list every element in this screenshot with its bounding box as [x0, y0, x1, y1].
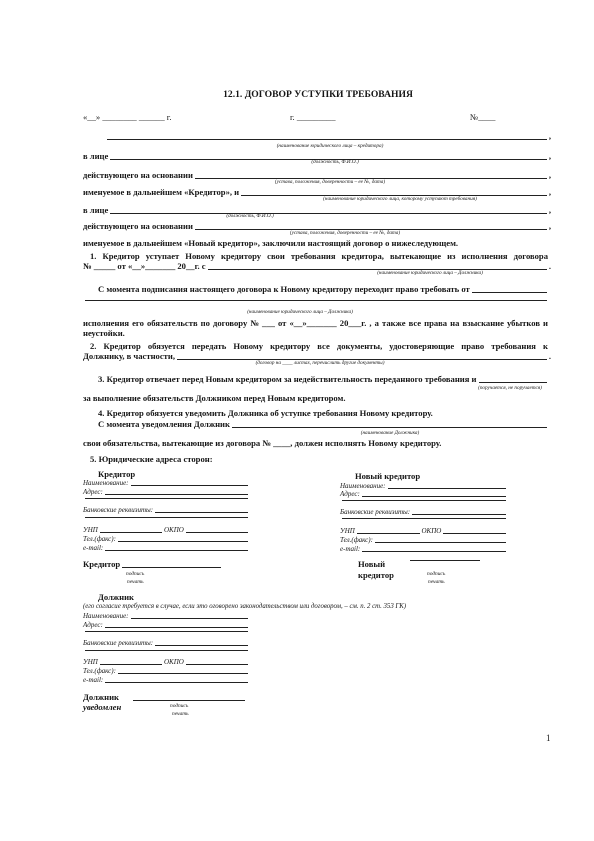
address-label: Адрес:	[340, 490, 360, 498]
line-end-comma: ,	[548, 205, 551, 215]
liability-caption: (поручается, не поручается)	[478, 385, 542, 391]
new-creditor-representative-line	[83, 205, 551, 215]
clause-1-obligations-line	[83, 318, 548, 328]
blank-line	[85, 650, 248, 651]
creditor-block-title: Кредитор	[98, 469, 136, 479]
clause-1-line-1	[90, 251, 548, 261]
new-creditor-signature-label-2: кредитор	[358, 570, 394, 580]
blank-line	[362, 496, 506, 497]
debtor-notified-label: уведомлен	[83, 702, 122, 712]
creditor-signature-label: Кредитор	[83, 559, 121, 569]
line-end-comma: ,	[548, 151, 551, 161]
debtor-address-extra-line	[83, 630, 250, 631]
represented-by-label: в лице	[83, 151, 109, 161]
blank-line	[388, 488, 506, 489]
email-label: e-mail:	[340, 545, 361, 553]
notification-text: С момента уведомления Должник	[98, 419, 230, 429]
new-creditor-address-extra-line	[340, 499, 508, 500]
new-creditor-phone-field	[340, 536, 508, 545]
creditor-name-caption: (наименование юридического лица – кредитора)	[276, 143, 384, 149]
blank-line	[232, 427, 547, 428]
blank-line	[85, 631, 248, 632]
phone-label: Тел.(факс):	[83, 535, 116, 543]
clause-1-debtor-line	[83, 299, 549, 300]
new-creditor-bank-field	[340, 508, 508, 517]
bank-details-label: Банковские реквизиты:	[340, 508, 411, 516]
creditor-unp-okpo-field	[83, 526, 250, 535]
clause-3-line-1	[98, 374, 549, 384]
blank-line	[100, 532, 162, 533]
line-end-period: .	[548, 261, 551, 271]
debtor-name-field	[83, 612, 250, 621]
debtor-consent-note: (его согласие требуется в случае, если это оговорено законодательством или договором, – см. п. 2 ст. 353 ГК)	[83, 603, 407, 610]
blank-line	[375, 542, 506, 543]
signature-caption: подпись	[427, 571, 446, 577]
okpo-label: ОКПО	[421, 527, 442, 535]
new-creditor-signature-label-1: Новый	[358, 559, 386, 569]
document-title: 12.1. ДОГОВОР УСТУПКИ ТРЕБОВАНИЯ	[223, 89, 413, 100]
blank-line	[443, 533, 506, 534]
new-creditor-address-field	[340, 490, 508, 499]
blank-line	[105, 494, 248, 495]
stamp-caption: печать	[172, 711, 189, 717]
blank-line	[155, 512, 248, 513]
new-creditor-block-title: Новый кредитор	[355, 471, 421, 481]
blank-line	[412, 514, 506, 515]
signature-caption: подпись	[126, 571, 145, 577]
email-label: e-mail:	[83, 544, 104, 552]
stamp-caption: печать	[428, 579, 445, 585]
clause-2-text: 2. Кредитор обязуется передать Новому кредитору все документы, удостоверяющие право требования к	[90, 341, 548, 351]
creditor-signature-line	[83, 559, 223, 569]
basis-caption: (устава, положения, доверенности – ее №, дата)	[289, 230, 401, 236]
email-label: e-mail:	[83, 676, 104, 684]
creditor-address-extra-line	[83, 497, 250, 498]
blank-line	[85, 300, 547, 301]
signature-blank-line	[410, 560, 480, 561]
signature-caption: подпись	[170, 703, 189, 709]
blank-line	[105, 682, 248, 683]
signature-blank-line	[122, 567, 221, 568]
okpo-label: ОКПО	[164, 658, 184, 666]
blank-line	[186, 664, 248, 665]
clause-3-line-2: за выполнение обязательств Должником перед Новым кредитором.	[83, 393, 346, 403]
preamble-conclusion: именуемое в дальнейшем «Новый кредитор», заключили настоящий договор о нижеследующем.	[83, 238, 459, 248]
blank-line	[131, 618, 248, 619]
debtor-address-field	[83, 621, 250, 630]
debtor-phone-field	[83, 667, 250, 676]
address-label: Адрес:	[83, 488, 103, 496]
clause-4-line-2	[98, 419, 549, 429]
blank-line	[110, 213, 547, 214]
blank-line	[131, 485, 248, 486]
creditor-bank-field	[83, 506, 250, 515]
unp-label: УНП	[83, 658, 98, 666]
blank-line	[362, 551, 506, 552]
represented-by-label: в лице	[83, 205, 109, 215]
line-end-comma: ,	[548, 131, 551, 141]
debtor-unp-okpo-field	[83, 658, 250, 667]
blank-line	[472, 292, 547, 293]
unp-label: УНП	[340, 527, 355, 535]
line-end-comma: ,	[548, 170, 551, 180]
basis-caption: (устава, положения, доверенности – ее №, дата)	[274, 179, 386, 185]
debtor-bank-extra-line	[83, 649, 250, 650]
debtor-name-caption: (наименование юридического лица – Должника)	[377, 270, 483, 276]
debtor-bank-field	[83, 639, 250, 648]
page-number: 1	[546, 733, 551, 743]
clause-4-line-1: 4. Кредитор обязуется уведомить Должника об уступке требования Новому кредитору.	[98, 408, 433, 418]
contract-date: «__» ________ ______ г.	[83, 112, 172, 122]
debtor-email-field	[83, 676, 250, 685]
blank-line	[342, 500, 506, 501]
creditor-bank-extra-line	[83, 516, 250, 517]
clause-1-text: 1. Кредитор уступает Новому кредитору свои требования кредитора, вытекающие из исполнения договора	[90, 251, 548, 261]
debtor-signature-line	[83, 692, 247, 702]
creditor-address-field	[83, 488, 250, 497]
new-creditor-unp-okpo-field	[340, 527, 508, 536]
address-label: Адрес:	[83, 621, 103, 629]
creditor-email-field	[83, 544, 250, 553]
blank-line	[186, 532, 248, 533]
clause-4-line-3: свои обязательства, вытекающие из договора № ____, должен исполнять Новому кредитору.	[83, 438, 442, 448]
blank-line	[155, 645, 248, 646]
name-label: Наименование:	[83, 479, 129, 487]
line-end-comma: ,	[548, 187, 551, 197]
debtor-name-caption: (наименование Должника)	[360, 430, 420, 436]
blank-line	[105, 627, 248, 628]
documents-caption: (договор на ____ листах, перечислить другие документы)	[255, 360, 385, 366]
bank-details-label: Банковские реквизиты:	[83, 639, 154, 647]
blank-line	[342, 518, 506, 519]
name-label: Наименование:	[340, 482, 386, 490]
new-creditor-signature-line	[408, 559, 482, 560]
unp-label: УНП	[83, 526, 98, 534]
obligations-text: исполнения его обязательств по договору № ___ от «__»_______ 20___г. , а также все права на взыскание убытков и	[83, 318, 548, 328]
clause-1-transfer-line	[98, 284, 549, 294]
line-end-comma: ,	[548, 221, 551, 231]
new-creditor-name-line	[83, 187, 551, 197]
blank-line	[85, 498, 248, 499]
line-end-period: .	[548, 351, 551, 361]
blank-line	[107, 139, 547, 140]
contract-number: №____	[470, 112, 496, 122]
hereinafter-creditor-text: именуемое в дальнейшем «Кредитор», и	[83, 187, 240, 197]
okpo-label: ОКПО	[164, 526, 184, 534]
creditor-name-line	[105, 131, 551, 141]
contract-reference-text: № _____ от «__»_______ 20__г. с	[83, 261, 206, 271]
signature-blank-line	[133, 700, 245, 701]
acting-on-basis-label: действующего на основании	[83, 170, 193, 180]
phone-label: Тел.(факс):	[340, 536, 373, 544]
blank-line	[105, 550, 248, 551]
phone-label: Тел.(факс):	[83, 667, 116, 675]
blank-line	[357, 533, 420, 534]
new-creditor-bank-extra-line	[340, 517, 508, 518]
blank-line	[479, 382, 548, 383]
stamp-caption: печать	[127, 579, 144, 585]
creditor-phone-field	[83, 535, 250, 544]
creditor-name-field	[83, 479, 250, 488]
position-caption: (должность, Ф.И.О.)	[311, 159, 359, 165]
name-label: Наименование:	[83, 612, 129, 620]
clause-1-end-line: неустойки.	[83, 328, 125, 338]
blank-line	[118, 673, 248, 674]
new-creditor-email-field	[340, 545, 508, 554]
clause-3-text: 3. Кредитор отвечает перед Новым кредитором за недействительность переданного требования и	[98, 374, 477, 384]
blank-line	[100, 664, 162, 665]
blank-line	[118, 541, 248, 542]
bank-details-label: Банковские реквизиты:	[83, 506, 154, 514]
in-particular-text: Должнику, в частности,	[83, 351, 175, 361]
contract-city: г. _________	[290, 112, 336, 122]
addresses-heading: 5. Юридические адреса сторон:	[90, 454, 213, 464]
position-caption: (должность, Ф.И.О.)	[226, 213, 274, 219]
acting-on-basis-label: действующего на основании	[83, 221, 193, 231]
transfer-text: С момента подписания настоящего договора к Новому кредитору переходит право требовать от	[98, 284, 470, 294]
clause-2-line-1	[90, 341, 548, 351]
debtor-signature-label: Должник	[83, 692, 120, 702]
debtor-name-caption: (наименование юридического лица – Должника)	[247, 309, 353, 315]
debtor-block-title: Должник	[98, 592, 135, 602]
blank-line	[85, 517, 248, 518]
new-creditor-name-caption: (наименование юридического лица, которому уступают требования)	[323, 196, 477, 202]
